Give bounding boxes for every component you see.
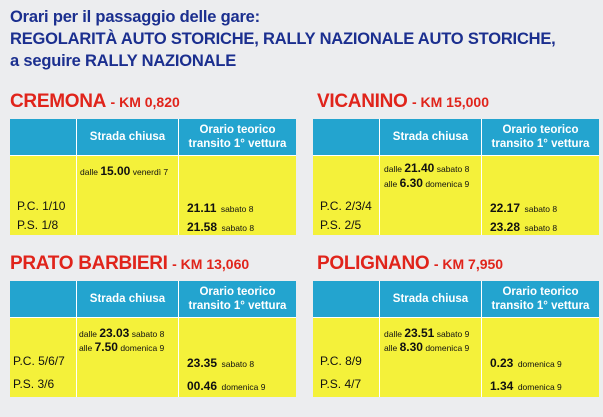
row-label: P.C. 1/10	[17, 199, 66, 213]
closure-line: alle 7.50 domenica 9	[79, 340, 165, 354]
venue-polignano	[313, 253, 599, 397]
schedule-table	[313, 119, 599, 235]
venue-title	[317, 253, 503, 275]
header-transit-time	[179, 281, 296, 317]
header-transit-time	[179, 119, 296, 155]
transit-time: 1.34 domenica 9	[490, 379, 562, 393]
closure-column	[77, 318, 178, 397]
venue-prato-barbieri	[10, 253, 296, 397]
schedule-table	[10, 281, 296, 397]
transit-time: 23.35 sabato 8	[187, 356, 255, 370]
row-label: P.C. 5/6/7	[13, 354, 65, 368]
row-label: P.S. 4/7	[320, 377, 362, 391]
header-transit-line1: Orario teorico	[199, 286, 276, 298]
venue-title	[10, 253, 249, 275]
schedule-table	[313, 281, 599, 397]
transit-time: 23.28 sabato 8	[490, 220, 558, 234]
transit-column	[179, 318, 296, 397]
transit-column	[482, 318, 599, 397]
closure-column	[77, 156, 178, 235]
header-transit-line2: transito 1° vettura	[188, 300, 287, 312]
transit-column	[482, 156, 599, 235]
label-column	[313, 318, 379, 397]
venue-cremona	[10, 91, 296, 235]
venue-name: VICANINO	[317, 91, 408, 112]
header-line-2: REGOLARITÀ AUTO STORICHE, RALLY NAZIONALE AUTO STORICHE,	[10, 30, 556, 48]
venue-km: - KM 13,060	[172, 256, 250, 272]
header-road-closed: Strada chiusa	[380, 281, 481, 317]
closure-line: alle 8.30 domenica 9	[384, 340, 470, 354]
header-transit-line1: Orario teorico	[502, 286, 579, 298]
venue-km: - KM 15,000	[411, 94, 489, 110]
header-line-1: Orari per il passaggio delle gare:	[10, 8, 260, 26]
header-cell-empty	[10, 281, 76, 317]
header-road-closed: Strada chiusa	[77, 281, 178, 317]
header-cell-empty	[313, 119, 379, 155]
closure-line: dalle 23.51 sabato 9	[384, 326, 470, 340]
closure-line: dalle 15.00 venerdì 7	[80, 164, 169, 178]
venue-name: POLIGNANO	[317, 253, 430, 274]
row-label: P.S. 1/8	[17, 218, 59, 232]
label-column	[10, 156, 76, 235]
transit-time: 21.58 sabato 8	[187, 220, 255, 234]
venue-title	[10, 91, 180, 113]
header-transit-line2: transito 1° vettura	[491, 300, 590, 312]
row-label: P.C. 8/9	[320, 354, 362, 368]
closure-column	[380, 318, 481, 397]
row-label: P.S. 2/5	[320, 218, 362, 232]
transit-time: 22.17 sabato 8	[490, 201, 558, 215]
header-line-3: a seguire RALLY NAZIONALE	[10, 52, 237, 70]
label-column	[10, 318, 76, 397]
page-header	[10, 6, 556, 72]
header-road-closed: Strada chiusa	[77, 119, 178, 155]
transit-time: 0.23 domenica 9	[490, 356, 562, 370]
header-transit-time	[482, 119, 599, 155]
header-transit-time	[482, 281, 599, 317]
closure-line: alle 6.30 domenica 9	[384, 176, 470, 190]
transit-column	[179, 156, 296, 235]
header-transit-line1: Orario teorico	[502, 124, 579, 136]
venue-km: - KM 7,950	[433, 256, 504, 272]
closure-line: dalle 23.03 sabato 8	[79, 326, 165, 340]
venue-vicanino	[313, 91, 599, 235]
closure-column	[380, 156, 481, 235]
row-label: P.S. 3/6	[13, 377, 55, 391]
transit-time: 21.11 sabato 8	[187, 201, 254, 215]
venue-km: - KM 0,820	[110, 94, 180, 110]
row-label: P.C. 2/3/4	[320, 199, 372, 213]
header-cell-empty	[10, 119, 76, 155]
header-cell-empty	[313, 281, 379, 317]
header-transit-line2: transito 1° vettura	[188, 138, 287, 150]
header-transit-line2: transito 1° vettura	[491, 138, 590, 150]
venue-name: CREMONA	[10, 91, 107, 112]
schedule-table	[10, 119, 296, 235]
venue-name: PRATO BARBIERI	[10, 253, 168, 274]
venue-title	[317, 91, 489, 113]
header-road-closed: Strada chiusa	[380, 119, 481, 155]
closure-line: dalle 21.40 sabato 8	[384, 161, 470, 175]
label-column	[313, 156, 379, 235]
transit-time: 00.46 domenica 9	[187, 379, 266, 393]
header-transit-line1: Orario teorico	[199, 124, 276, 136]
